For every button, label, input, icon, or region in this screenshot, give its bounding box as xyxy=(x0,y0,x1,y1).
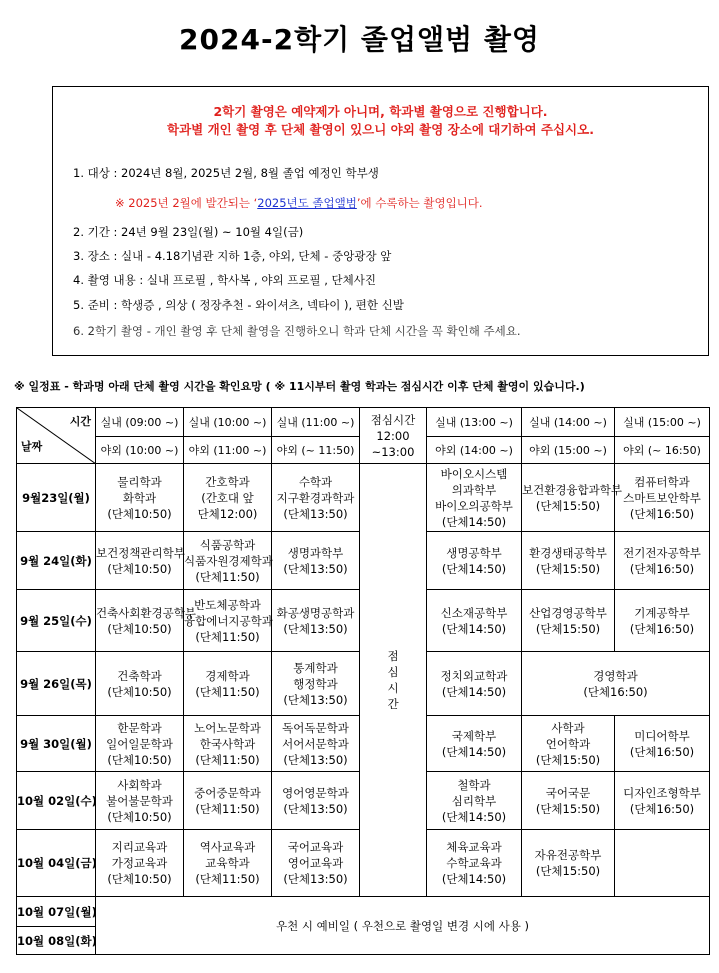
slot-outdoor: 야외 (~ 11:50) xyxy=(272,436,359,463)
dept-cell-merged xyxy=(522,652,710,716)
notice-item-target-sub xyxy=(115,195,483,211)
lunch-column xyxy=(360,464,427,897)
slot-indoor: 실내 (14:00 ~) xyxy=(529,415,607,429)
dept-cell xyxy=(96,830,184,897)
notice-sub-pre: ※ 2025년 2월에 발간되는 ‘ xyxy=(115,196,258,210)
dept-line: (단체10:50) xyxy=(107,506,172,521)
lunch-char: 시 xyxy=(387,681,399,695)
dept-line: 국어교육과 xyxy=(287,840,344,854)
dept-line: 식품공학과 xyxy=(199,537,256,552)
dept-cell xyxy=(522,716,615,772)
dept-line: 기계공학부 xyxy=(634,605,690,620)
dept-line: 자유전공학부 xyxy=(534,848,602,862)
dept-cell xyxy=(96,716,184,772)
dept-line: (단체15:50) xyxy=(535,864,601,878)
slot-indoor: 실내 (09:00 ~) xyxy=(100,415,179,429)
slot-header-6 xyxy=(615,408,710,464)
dept-line: 물리학과 xyxy=(117,474,162,489)
dept-line: (단체10:50) xyxy=(107,561,172,576)
dept-line: 영어교육과 xyxy=(287,856,344,870)
dept-line: 정치외교학과 xyxy=(440,668,508,683)
dept-line: (단체10:50) xyxy=(107,684,172,699)
slot-outdoor: 야외 (11:00 ~) xyxy=(184,436,271,463)
date-cell: 9월 25일(수) xyxy=(17,590,96,652)
slot-outdoor: 야외 (15:00 ~) xyxy=(522,436,614,463)
date-cell: 10월 07일(월) xyxy=(17,897,96,927)
date-cell: 9월23일(월) xyxy=(17,464,96,532)
dept-line: (단체10:50) xyxy=(107,872,172,886)
dept-line: 건축학과 xyxy=(117,668,162,683)
dept-line: (단체14:50) xyxy=(441,514,507,529)
dept-line: (단체16:50) xyxy=(629,801,695,816)
dept-cell xyxy=(427,716,522,772)
dept-cell xyxy=(615,716,710,772)
dept-cell xyxy=(615,464,710,532)
dept-line: 바이오시스템 xyxy=(440,466,508,481)
dept-line: 전기전자공학부 xyxy=(623,545,701,560)
schedule-row xyxy=(17,464,710,532)
dept-line: 행정학과 xyxy=(293,676,338,691)
dept-line: 서어서문학과 xyxy=(282,736,349,751)
dept-line: 중어중문학과 xyxy=(194,785,261,800)
notice-item-target: 1. 대상 : 2024년 8월, 2025년 2월, 8월 졸업 예정인 학부생 xyxy=(73,166,379,180)
dept-cell xyxy=(427,772,522,830)
dept-cell xyxy=(427,830,522,897)
dept-cell xyxy=(184,532,272,590)
dept-cell xyxy=(96,772,184,830)
dept-line: (단체11:50) xyxy=(195,872,260,886)
dept-line: (단체11:50) xyxy=(195,801,260,816)
lunch-start: 12:00 xyxy=(376,428,410,443)
dept-line: (단체16:50) xyxy=(583,684,648,699)
dept-line: 미디어학부 xyxy=(634,728,690,743)
dept-line: 국어국문 xyxy=(545,785,591,800)
dept-cell xyxy=(184,830,272,897)
dept-line: (단체13:50) xyxy=(283,801,348,816)
dept-line: (단체14:50) xyxy=(441,872,507,886)
dept-line: 경영학과 xyxy=(593,668,638,683)
dept-line: 노어노문학과 xyxy=(194,720,261,735)
dept-line: (단체13:50) xyxy=(283,752,348,767)
date-cell: 9월 26일(목) xyxy=(17,652,96,716)
lunch-char: 점 xyxy=(387,649,399,663)
dept-line: (단체10:50) xyxy=(107,809,172,824)
dept-line: 생명공학부 xyxy=(446,545,502,560)
dept-line: 반도체공학과 xyxy=(194,597,261,612)
dept-line: 식품자원경제학과 xyxy=(184,553,273,568)
dept-cell xyxy=(272,716,360,772)
dept-line: (단체16:50) xyxy=(629,561,695,576)
dept-cell xyxy=(184,772,272,830)
dept-line: 영어영문학과 xyxy=(282,785,349,800)
dept-line: (단체15:50) xyxy=(535,498,601,513)
dept-line: 체육교육과 xyxy=(446,840,502,854)
dept-cell xyxy=(272,464,360,532)
lunch-end: ~13:00 xyxy=(371,444,415,459)
dept-line: (단체10:50) xyxy=(107,621,172,636)
dept-line: 간호학과 xyxy=(205,474,250,489)
dept-cell xyxy=(615,590,710,652)
dept-cell xyxy=(96,652,184,716)
dept-line: (단체16:50) xyxy=(629,744,695,759)
dept-cell xyxy=(522,464,622,532)
dept-line: (단체15:50) xyxy=(535,621,601,636)
dept-cell xyxy=(615,532,710,590)
dept-line: 일어일문학과 xyxy=(106,736,173,751)
dept-line: 심리학부 xyxy=(451,793,497,808)
dept-line: 역사교육과 xyxy=(199,840,256,854)
dept-line: 보건정책관리학부 xyxy=(96,545,185,560)
dept-line: 지구환경과학과 xyxy=(276,490,355,505)
dept-line: (단체13:50) xyxy=(283,692,348,707)
dept-line: 가정교육과 xyxy=(111,856,168,870)
dept-line: (간호대 앞 xyxy=(201,490,254,505)
dept-line: 환경생태공학부 xyxy=(529,545,607,560)
slot-outdoor: 야외 (10:00 ~) xyxy=(96,436,183,463)
dept-line: 화공생명공학과 xyxy=(276,605,355,620)
slot-outdoor: 야외 (~ 16:50) xyxy=(615,436,709,463)
dept-line: 지리교육과 xyxy=(111,840,168,854)
dept-cell xyxy=(184,590,272,652)
lunch-char: 심 xyxy=(387,665,399,679)
dept-line: (단체14:50) xyxy=(441,621,507,636)
slot-indoor: 실내 (13:00 ~) xyxy=(435,415,513,429)
dept-cell xyxy=(272,590,360,652)
dept-line: (단체14:50) xyxy=(441,561,507,576)
dept-line: 융합에너지공학과 xyxy=(184,613,273,628)
date-label: 날짜 xyxy=(21,440,43,453)
dept-line: 한국사학과 xyxy=(199,736,256,751)
dept-line: 생명과학부 xyxy=(287,545,344,560)
reserve-row xyxy=(17,897,710,927)
dept-line: (단체16:50) xyxy=(629,621,695,636)
dept-line: (단체15:50) xyxy=(535,752,601,767)
dept-cell xyxy=(272,772,360,830)
dept-line: (단체14:50) xyxy=(441,809,507,824)
slot-indoor: 실내 (15:00 ~) xyxy=(623,415,701,429)
dept-line: (단체15:50) xyxy=(535,561,601,576)
date-cell: 10월 08일(화) xyxy=(17,927,96,955)
dept-cell xyxy=(96,590,196,652)
dept-line: (단체11:50) xyxy=(195,684,260,699)
slot-indoor: 실내 (11:00 ~) xyxy=(276,415,355,429)
dept-cell xyxy=(522,590,615,652)
dept-cell xyxy=(184,716,272,772)
date-cell: 9월 24일(화) xyxy=(17,532,96,590)
dept-line: (단체14:50) xyxy=(441,744,507,759)
notice-headline-1: 2학기 촬영은 예약제가 아니며, 학과별 촬영으로 진행합니다. xyxy=(213,104,548,119)
schedule-table xyxy=(16,407,710,955)
dept-cell xyxy=(184,652,272,716)
dept-cell xyxy=(427,532,522,590)
notice-item-period: 2. 기간 : 24년 9월 23일(월) ~ 10월 4일(금) xyxy=(73,225,304,239)
dept-line: 한문학과 xyxy=(117,720,162,735)
dept-cell xyxy=(427,464,522,532)
dept-line: 수학과 xyxy=(298,474,333,489)
schedule-note: ※ 일정표 - 학과명 아래 단체 촬영 시간을 확인요망 ( ※ 11시부터 촬영 학과는 점심시간 이후 단체 촬영이 있습니다.) xyxy=(14,380,585,393)
dept-cell xyxy=(615,772,710,830)
dept-cell xyxy=(272,652,360,716)
dept-cell xyxy=(522,830,615,897)
notice-item-prep: 5. 준비 : 학생증 , 의상 ( 정장추천 - 와이셔츠, 넥타이 ), 편한 신발 xyxy=(73,298,404,312)
dept-cell xyxy=(184,464,272,532)
dept-line: (단체15:50) xyxy=(535,801,601,816)
slot-header-4 xyxy=(427,408,522,464)
lunch-char: 간 xyxy=(387,697,399,711)
dept-line: 화학과 xyxy=(122,490,157,505)
slot-header-5 xyxy=(522,408,615,464)
reserve-note: 우천 시 예비일 ( 우천으로 촬영일 변경 시에 사용 ) xyxy=(96,897,710,955)
dept-line: 불어불문학과 xyxy=(106,793,173,808)
dept-line: (단체13:50) xyxy=(283,621,348,636)
dept-line: 보건환경융합과학부 xyxy=(522,482,622,497)
dept-line: (단체13:50) xyxy=(283,561,348,576)
dept-cell xyxy=(272,532,360,590)
slot-header-3 xyxy=(272,408,360,464)
time-label: 시간 xyxy=(69,415,91,428)
dept-cell xyxy=(96,464,184,532)
notice-box xyxy=(52,86,709,356)
dept-line: 신소재공학부 xyxy=(440,605,508,620)
dept-line: (단체13:50) xyxy=(283,506,348,521)
dept-line: 수학교육과 xyxy=(446,856,502,870)
dept-line: 건축사회환경공학부 xyxy=(96,605,196,620)
dept-line: 산업경영공학부 xyxy=(529,605,607,620)
dept-line: (단체10:50) xyxy=(107,752,172,767)
dept-line: (단체14:50) xyxy=(441,684,507,699)
dept-cell xyxy=(427,590,522,652)
header-corner xyxy=(17,408,96,464)
date-cell: 9월 30일(월) xyxy=(17,716,96,772)
dept-line: (단체11:50) xyxy=(195,629,260,644)
dept-cell xyxy=(427,652,522,716)
dept-line: 의과학부 xyxy=(451,482,497,497)
notice-item-content: 4. 촬영 내용 : 실내 프로필 , 학사복 , 야외 프로필 , 단체사진 xyxy=(73,273,376,287)
slot-header-1 xyxy=(96,408,184,464)
dept-line: 독어독문학과 xyxy=(282,720,349,735)
dept-line: 컴퓨터학과 xyxy=(634,474,690,489)
notice-headline-2: 학과별 개인 촬영 후 단체 촬영이 있으니 야외 촬영 장소에 대기하여 주십시오. xyxy=(167,122,594,137)
dept-line: (단체16:50) xyxy=(629,506,695,521)
dept-line: 언어학과 xyxy=(545,736,591,751)
dept-line: 철학과 xyxy=(457,777,491,792)
dept-cell xyxy=(615,830,710,897)
dept-line: 국제학부 xyxy=(451,728,497,743)
lunch-label: 점심시간 xyxy=(370,412,416,427)
dept-line: (단체13:50) xyxy=(283,872,348,886)
dept-line: 바이오의공학부 xyxy=(435,498,513,513)
dept-cell xyxy=(522,532,615,590)
notice-item-guide: 6. 2학기 촬영 - 개인 촬영 후 단체 촬영을 진행하오니 학과 단체 시간을 꼭 확인해 주세요. xyxy=(73,324,521,338)
header-row xyxy=(17,408,710,464)
dept-line: 사회학과 xyxy=(117,777,162,792)
dept-line: 교육학과 xyxy=(205,856,250,870)
slot-outdoor: 야외 (14:00 ~) xyxy=(427,436,521,463)
dept-line: 통계학과 xyxy=(293,660,338,675)
dept-line: 스마트보안학부 xyxy=(623,490,701,505)
slot-header-2 xyxy=(184,408,272,464)
album-link[interactable]: 2025년도 졸업앨범 xyxy=(257,196,357,210)
notice-item-place: 3. 장소 : 실내 - 4.18기념관 지하 1층, 야외, 단체 - 중앙광장 앞 xyxy=(73,249,392,263)
page-title: 2024-2학기 졸업앨범 촬영 xyxy=(179,23,540,56)
date-cell: 10월 04일(금) xyxy=(17,830,96,897)
dept-cell xyxy=(96,532,184,590)
lunch-header xyxy=(360,408,427,464)
dept-line: (단체11:50) xyxy=(195,752,260,767)
dept-line: (단체11:50) xyxy=(195,569,260,584)
dept-line: 단체12:00) xyxy=(197,506,258,521)
dept-cell xyxy=(272,830,360,897)
dept-line: 디자인조형학부 xyxy=(623,785,701,800)
date-cell: 10월 02일(수) xyxy=(17,772,96,830)
dept-cell xyxy=(522,772,615,830)
dept-line: 경제학과 xyxy=(205,668,250,683)
notice-sub-post: ’에 수록하는 촬영입니다. xyxy=(356,196,483,210)
slot-indoor: 실내 (10:00 ~) xyxy=(188,415,267,429)
dept-line: 사학과 xyxy=(551,720,585,735)
